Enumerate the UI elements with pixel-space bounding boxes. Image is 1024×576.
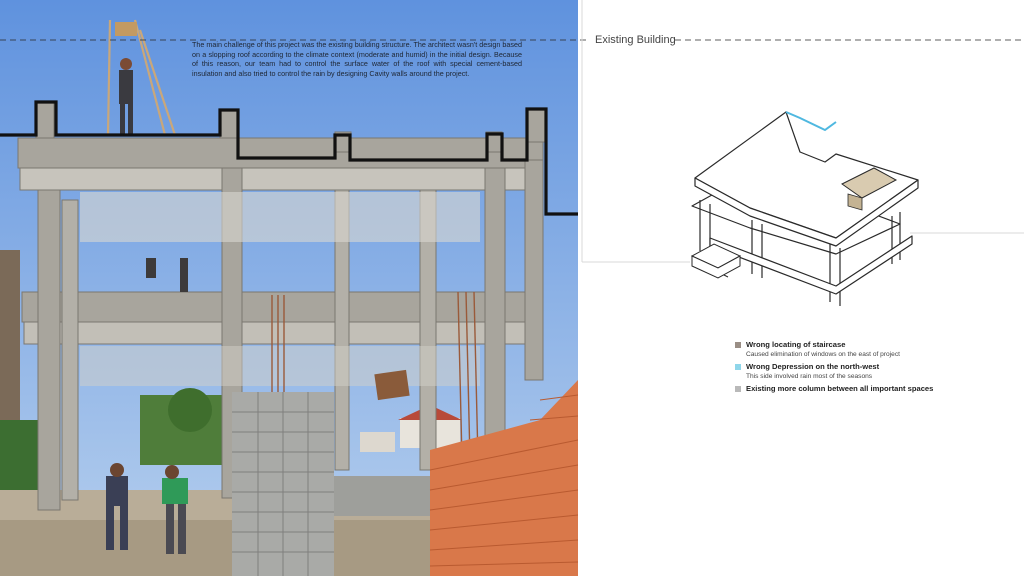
legend-swatch-icon xyxy=(735,364,741,370)
legend xyxy=(735,340,1015,397)
project-description: The main challenge of this project was the existing building structure. The architect wasn't design based on a slopping roof according to the climate context (moderate and humid) in the initial design. Because of this reason, our team had to control the surface water of the roof with special cement-based insulation and also tried to control the rain by designing Cavity walls around the project. xyxy=(192,40,522,78)
legend-title: Wrong Depression on the north-west xyxy=(746,362,880,371)
legend-item-columns xyxy=(735,384,1015,393)
legend-item-depression xyxy=(735,362,1015,380)
legend-swatch-icon xyxy=(735,342,741,348)
legend-title: Wrong locating of staircase xyxy=(746,340,846,349)
legend-note: Caused elimination of windows on the east of project xyxy=(746,351,900,358)
legend-swatch-icon xyxy=(735,386,741,392)
legend-note: This side involved rain most of the seasons xyxy=(746,373,873,380)
isometric-building-diagram xyxy=(600,96,930,326)
legend-title: Existing more column between all important spaces xyxy=(746,384,934,393)
legend-item-staircase xyxy=(735,340,1015,358)
section-title: Existing Building xyxy=(595,34,676,46)
